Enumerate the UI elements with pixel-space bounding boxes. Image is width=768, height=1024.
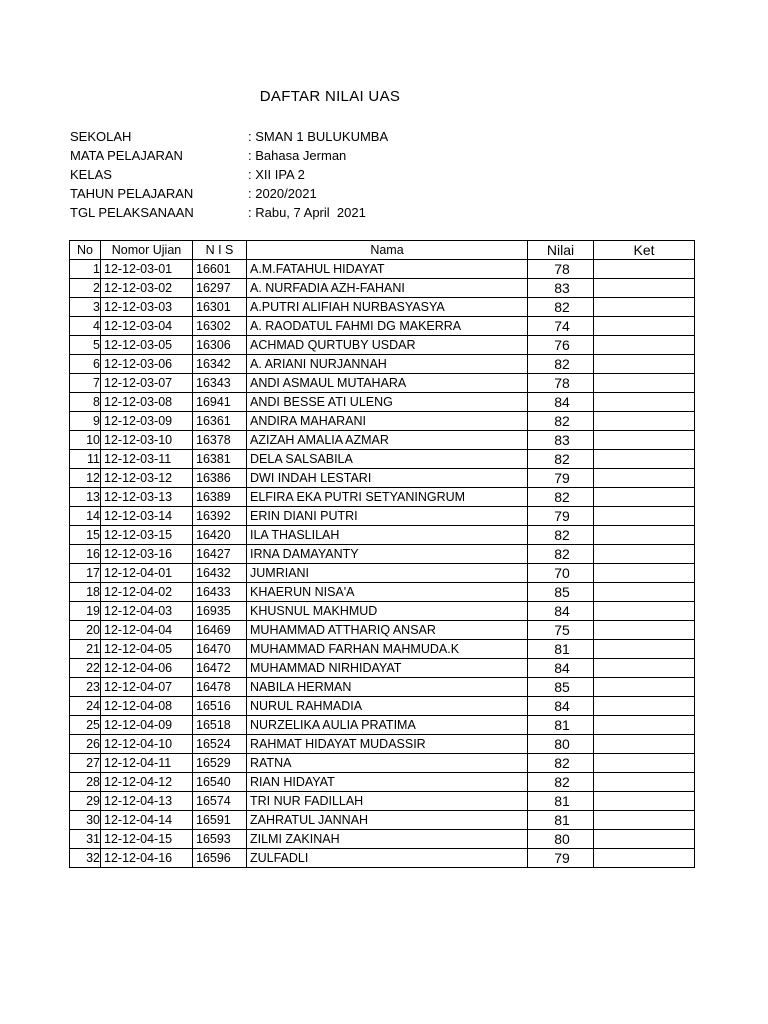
cell-ket	[594, 336, 695, 355]
cell-nis: 16306	[193, 336, 247, 355]
meta-label: TGL PELAKSANAAN	[70, 205, 194, 220]
cell-nis: 16378	[193, 431, 247, 450]
table-row	[70, 450, 695, 469]
cell-nilai: 79	[528, 469, 594, 488]
header-no: No	[70, 241, 101, 260]
cell-no: 19	[70, 602, 101, 621]
cell-nis: 16596	[193, 849, 247, 868]
meta-row-date	[70, 203, 388, 222]
cell-nis: 16392	[193, 507, 247, 526]
cell-nis: 16478	[193, 678, 247, 697]
cell-ket	[594, 659, 695, 678]
meta-value: : SMAN 1 BULUKUMBA	[248, 129, 389, 144]
cell-nomor-ujian: 12-12-03-04	[101, 317, 193, 336]
cell-nomor-ujian: 12-12-03-16	[101, 545, 193, 564]
cell-no: 4	[70, 317, 101, 336]
table-row	[70, 374, 695, 393]
cell-nomor-ujian: 12-12-03-15	[101, 526, 193, 545]
meta-label: MATA PELAJARAN	[70, 148, 183, 163]
cell-nomor-ujian: 12-12-04-15	[101, 830, 193, 849]
cell-ket	[594, 583, 695, 602]
cell-nis: 16381	[193, 450, 247, 469]
cell-nomor-ujian: 12-12-04-14	[101, 811, 193, 830]
table-row	[70, 469, 695, 488]
cell-nis: 16935	[193, 602, 247, 621]
meta-row-subject	[70, 146, 388, 165]
cell-ket	[594, 298, 695, 317]
cell-nis: 16529	[193, 754, 247, 773]
cell-nilai: 80	[528, 735, 594, 754]
table-row	[70, 621, 695, 640]
cell-nilai: 79	[528, 507, 594, 526]
meta-row-class	[70, 165, 388, 184]
cell-no: 20	[70, 621, 101, 640]
cell-nama: ANDI BESSE ATI ULENG	[247, 393, 528, 412]
cell-ket	[594, 355, 695, 374]
table-row	[70, 735, 695, 754]
header-nama: Nama	[247, 241, 528, 260]
cell-nama: ERIN DIANI PUTRI	[247, 507, 528, 526]
cell-no: 3	[70, 298, 101, 317]
cell-nama: AZIZAH AMALIA AZMAR	[247, 431, 528, 450]
cell-nomor-ujian: 12-12-04-13	[101, 792, 193, 811]
cell-nomor-ujian: 12-12-04-04	[101, 621, 193, 640]
cell-nomor-ujian: 12-12-03-12	[101, 469, 193, 488]
table-row	[70, 849, 695, 868]
cell-nis: 16389	[193, 488, 247, 507]
cell-nomor-ujian: 12-12-03-08	[101, 393, 193, 412]
header-ket: Ket	[594, 241, 695, 260]
table-row	[70, 279, 695, 298]
cell-ket	[594, 792, 695, 811]
cell-nis: 16472	[193, 659, 247, 678]
cell-ket	[594, 830, 695, 849]
table-row	[70, 507, 695, 526]
cell-nama: ACHMAD QURTUBY USDAR	[247, 336, 528, 355]
cell-no: 29	[70, 792, 101, 811]
cell-nis: 16343	[193, 374, 247, 393]
cell-ket	[594, 393, 695, 412]
cell-nama: A.PUTRI ALIFIAH NURBASYASYA	[247, 298, 528, 317]
cell-no: 25	[70, 716, 101, 735]
document-meta	[70, 127, 388, 222]
cell-nis: 16301	[193, 298, 247, 317]
cell-nilai: 84	[528, 393, 594, 412]
cell-nis: 16591	[193, 811, 247, 830]
meta-label: TAHUN PELAJARAN	[70, 186, 194, 201]
cell-nomor-ujian: 12-12-04-01	[101, 564, 193, 583]
cell-no: 23	[70, 678, 101, 697]
cell-no: 24	[70, 697, 101, 716]
cell-no: 9	[70, 412, 101, 431]
header-nis: N I S	[193, 241, 247, 260]
cell-no: 7	[70, 374, 101, 393]
cell-ket	[594, 431, 695, 450]
cell-nomor-ujian: 12-12-04-16	[101, 849, 193, 868]
cell-no: 8	[70, 393, 101, 412]
cell-nama: KHAERUN NISA'A	[247, 583, 528, 602]
cell-nilai: 74	[528, 317, 594, 336]
cell-ket	[594, 488, 695, 507]
cell-nama: ELFIRA EKA PUTRI SETYANINGRUM	[247, 488, 528, 507]
table-row	[70, 336, 695, 355]
cell-no: 18	[70, 583, 101, 602]
table-header-row	[70, 241, 695, 260]
cell-ket	[594, 640, 695, 659]
cell-nomor-ujian: 12-12-04-08	[101, 697, 193, 716]
cell-nama: NURZELIKA AULIA PRATIMA	[247, 716, 528, 735]
cell-nilai: 78	[528, 374, 594, 393]
cell-nis: 16469	[193, 621, 247, 640]
cell-nomor-ujian: 12-12-03-03	[101, 298, 193, 317]
meta-label: KELAS	[70, 167, 112, 182]
cell-nama: A. RAODATUL FAHMI DG MAKERRA	[247, 317, 528, 336]
cell-nis: 16941	[193, 393, 247, 412]
grades-table	[69, 240, 695, 868]
cell-ket	[594, 811, 695, 830]
cell-nomor-ujian: 12-12-03-13	[101, 488, 193, 507]
cell-no: 15	[70, 526, 101, 545]
table-row	[70, 640, 695, 659]
cell-nilai: 82	[528, 298, 594, 317]
cell-ket	[594, 279, 695, 298]
meta-value: : Rabu, 7 April 2021	[248, 205, 366, 220]
cell-no: 6	[70, 355, 101, 374]
cell-no: 12	[70, 469, 101, 488]
cell-nilai: 82	[528, 450, 594, 469]
cell-ket	[594, 564, 695, 583]
cell-nomor-ujian: 12-12-03-07	[101, 374, 193, 393]
cell-nilai: 79	[528, 849, 594, 868]
cell-nomor-ujian: 12-12-03-05	[101, 336, 193, 355]
cell-nama: RATNA	[247, 754, 528, 773]
cell-nomor-ujian: 12-12-04-12	[101, 773, 193, 792]
cell-nama: ZILMI ZAKINAH	[247, 830, 528, 849]
cell-ket	[594, 621, 695, 640]
cell-nomor-ujian: 12-12-03-02	[101, 279, 193, 298]
cell-no: 30	[70, 811, 101, 830]
cell-ket	[594, 678, 695, 697]
cell-nomor-ujian: 12-12-04-11	[101, 754, 193, 773]
cell-nis: 16427	[193, 545, 247, 564]
cell-nama: DELA SALSABILA	[247, 450, 528, 469]
cell-ket	[594, 260, 695, 279]
cell-ket	[594, 697, 695, 716]
cell-nis: 16524	[193, 735, 247, 754]
cell-nis: 16574	[193, 792, 247, 811]
cell-no: 28	[70, 773, 101, 792]
table-row	[70, 317, 695, 336]
cell-nis: 16518	[193, 716, 247, 735]
cell-ket	[594, 754, 695, 773]
cell-nomor-ujian: 12-12-03-10	[101, 431, 193, 450]
cell-nomor-ujian: 12-12-04-06	[101, 659, 193, 678]
cell-nama: ZAHRATUL JANNAH	[247, 811, 528, 830]
table-row	[70, 697, 695, 716]
cell-nis: 16516	[193, 697, 247, 716]
header-nomor-ujian: Nomor Ujian	[101, 241, 193, 260]
cell-no: 21	[70, 640, 101, 659]
cell-nomor-ujian: 12-12-04-02	[101, 583, 193, 602]
cell-nilai: 80	[528, 830, 594, 849]
cell-nis: 16420	[193, 526, 247, 545]
cell-nilai: 84	[528, 659, 594, 678]
cell-ket	[594, 602, 695, 621]
cell-nilai: 82	[528, 488, 594, 507]
cell-ket	[594, 545, 695, 564]
table-row	[70, 659, 695, 678]
table-row	[70, 412, 695, 431]
cell-no: 1	[70, 260, 101, 279]
cell-ket	[594, 412, 695, 431]
cell-nomor-ujian: 12-12-04-10	[101, 735, 193, 754]
cell-no: 10	[70, 431, 101, 450]
cell-nama: ZULFADLI	[247, 849, 528, 868]
cell-nama: RIAN HIDAYAT	[247, 773, 528, 792]
cell-nama: A. NURFADIA AZH-FAHANI	[247, 279, 528, 298]
cell-nilai: 76	[528, 336, 594, 355]
cell-nis: 16361	[193, 412, 247, 431]
cell-nama: DWI INDAH LESTARI	[247, 469, 528, 488]
cell-nama: A. ARIANI NURJANNAH	[247, 355, 528, 374]
cell-nilai: 81	[528, 811, 594, 830]
cell-nilai: 85	[528, 678, 594, 697]
cell-nis: 16386	[193, 469, 247, 488]
cell-nilai: 84	[528, 602, 594, 621]
cell-nomor-ujian: 12-12-03-01	[101, 260, 193, 279]
cell-nilai: 82	[528, 773, 594, 792]
cell-nama: TRI NUR FADILLAH	[247, 792, 528, 811]
cell-nomor-ujian: 12-12-03-11	[101, 450, 193, 469]
cell-no: 32	[70, 849, 101, 868]
cell-nis: 16593	[193, 830, 247, 849]
meta-value: : XII IPA 2	[248, 167, 305, 182]
cell-nis: 16433	[193, 583, 247, 602]
table-row	[70, 355, 695, 374]
meta-row-school	[70, 127, 388, 146]
cell-nis: 16470	[193, 640, 247, 659]
cell-nomor-ujian: 12-12-04-07	[101, 678, 193, 697]
cell-ket	[594, 526, 695, 545]
cell-no: 17	[70, 564, 101, 583]
cell-no: 27	[70, 754, 101, 773]
cell-nilai: 81	[528, 792, 594, 811]
cell-nama: IRNA DAMAYANTY	[247, 545, 528, 564]
table-row	[70, 393, 695, 412]
cell-nama: NABILA HERMAN	[247, 678, 528, 697]
table-row	[70, 830, 695, 849]
cell-nilai: 83	[528, 431, 594, 450]
cell-no: 5	[70, 336, 101, 355]
cell-nama: MUHAMMAD FARHAN MAHMUDA.K	[247, 640, 528, 659]
cell-nomor-ujian: 12-12-04-09	[101, 716, 193, 735]
cell-nilai: 82	[528, 526, 594, 545]
table-row	[70, 545, 695, 564]
cell-no: 14	[70, 507, 101, 526]
cell-nama: RAHMAT HIDAYAT MUDASSIR	[247, 735, 528, 754]
cell-nomor-ujian: 12-12-04-03	[101, 602, 193, 621]
cell-nomor-ujian: 12-12-03-14	[101, 507, 193, 526]
cell-nama: A.M.FATAHUL HIDAYAT	[247, 260, 528, 279]
cell-nama: ANDI ASMAUL MUTAHARA	[247, 374, 528, 393]
table-row	[70, 773, 695, 792]
cell-nomor-ujian: 12-12-03-09	[101, 412, 193, 431]
table-row	[70, 488, 695, 507]
header-nilai: Nilai	[528, 241, 594, 260]
cell-no: 31	[70, 830, 101, 849]
table-row	[70, 792, 695, 811]
cell-nilai: 82	[528, 754, 594, 773]
table-row	[70, 811, 695, 830]
cell-nilai: 75	[528, 621, 594, 640]
cell-nilai: 85	[528, 583, 594, 602]
table-row	[70, 564, 695, 583]
cell-ket	[594, 735, 695, 754]
cell-nilai: 82	[528, 545, 594, 564]
table-row	[70, 716, 695, 735]
cell-no: 22	[70, 659, 101, 678]
cell-no: 26	[70, 735, 101, 754]
table-row	[70, 260, 695, 279]
cell-nilai: 81	[528, 716, 594, 735]
cell-nis: 16302	[193, 317, 247, 336]
meta-row-year	[70, 184, 388, 203]
cell-nilai: 78	[528, 260, 594, 279]
cell-nilai: 83	[528, 279, 594, 298]
cell-nis: 16297	[193, 279, 247, 298]
cell-nama: ANDIRA MAHARANI	[247, 412, 528, 431]
cell-nilai: 82	[528, 412, 594, 431]
cell-nama: JUMRIANI	[247, 564, 528, 583]
table-row	[70, 678, 695, 697]
cell-nama: ILA THASLILAH	[247, 526, 528, 545]
cell-nis: 16432	[193, 564, 247, 583]
cell-nomor-ujian: 12-12-04-05	[101, 640, 193, 659]
cell-nilai: 84	[528, 697, 594, 716]
cell-nama: MUHAMMAD NIRHIDAYAT	[247, 659, 528, 678]
table-row	[70, 602, 695, 621]
cell-nama: MUHAMMAD ATTHARIQ ANSAR	[247, 621, 528, 640]
cell-no: 2	[70, 279, 101, 298]
cell-nomor-ujian: 12-12-03-06	[101, 355, 193, 374]
cell-nis: 16540	[193, 773, 247, 792]
cell-nilai: 70	[528, 564, 594, 583]
cell-ket	[594, 716, 695, 735]
table-row	[70, 754, 695, 773]
cell-ket	[594, 849, 695, 868]
cell-nis: 16601	[193, 260, 247, 279]
cell-nilai: 82	[528, 355, 594, 374]
cell-ket	[594, 507, 695, 526]
table-row	[70, 298, 695, 317]
cell-ket	[594, 317, 695, 336]
cell-nis: 16342	[193, 355, 247, 374]
cell-ket	[594, 773, 695, 792]
document-title: DAFTAR NILAI UAS	[259, 88, 401, 105]
cell-no: 16	[70, 545, 101, 564]
table-body	[70, 260, 695, 868]
cell-nama: NURUL RAHMADIA	[247, 697, 528, 716]
cell-nilai: 81	[528, 640, 594, 659]
cell-no: 11	[70, 450, 101, 469]
meta-value: : Bahasa Jerman	[248, 148, 347, 163]
table-row	[70, 583, 695, 602]
meta-value: : 2020/2021	[248, 186, 317, 201]
meta-label: SEKOLAH	[70, 129, 132, 144]
cell-ket	[594, 374, 695, 393]
cell-no: 13	[70, 488, 101, 507]
cell-ket	[594, 450, 695, 469]
cell-ket	[594, 469, 695, 488]
cell-nama: KHUSNUL MAKHMUD	[247, 602, 528, 621]
table-row	[70, 431, 695, 450]
table-row	[70, 526, 695, 545]
